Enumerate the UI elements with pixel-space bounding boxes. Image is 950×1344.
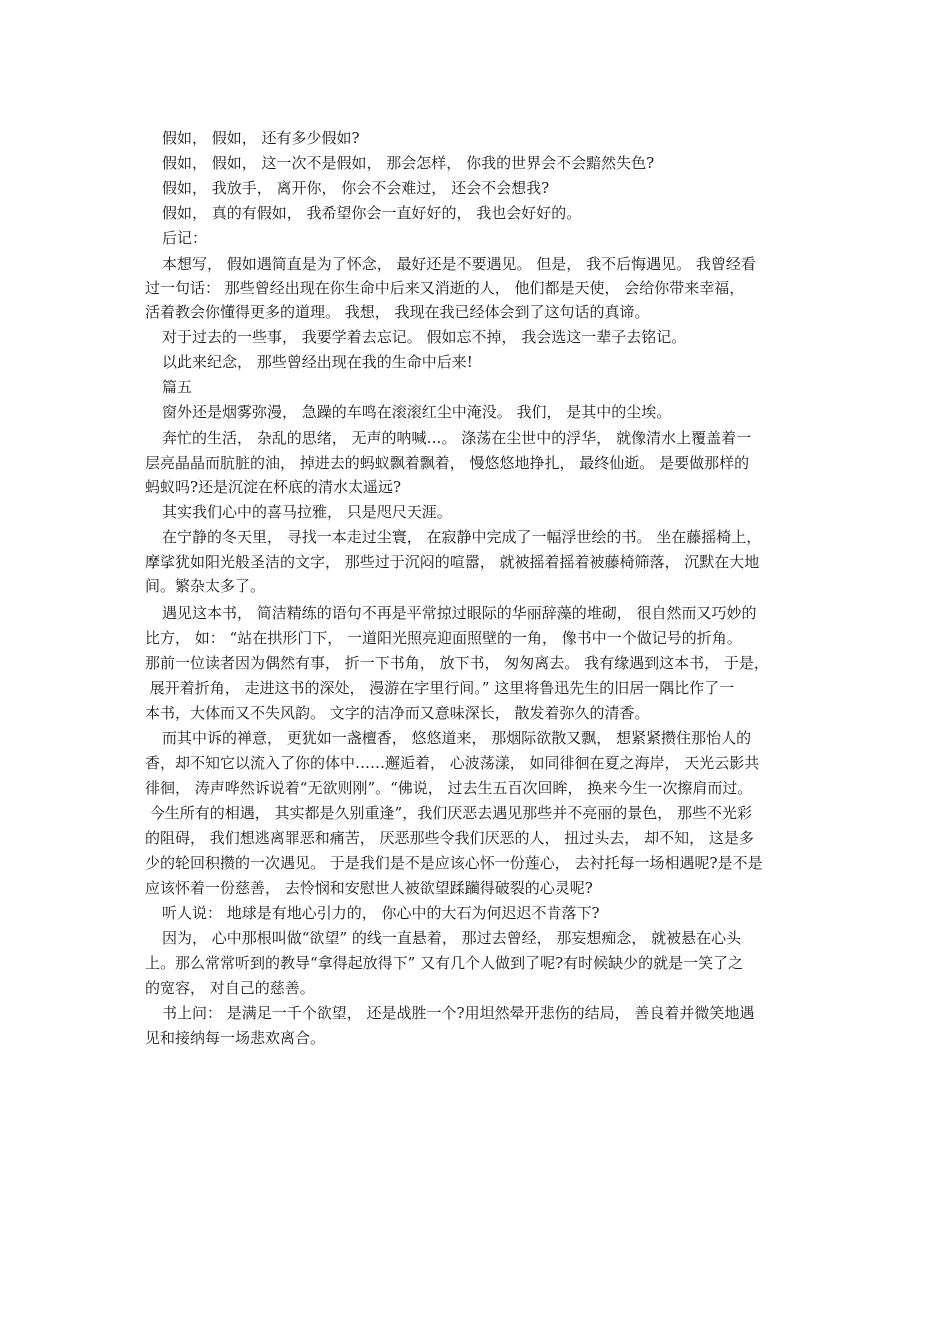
text-line: 以此来纪念， 那些曾经出现在我的生命中后来! bbox=[162, 353, 473, 371]
text-line: 层亮晶晶而肮脏的油， 掉进去的蚂蚁飘着飘着， 慢悠悠地挣扎， 最终仙逝。 是要做那样的 bbox=[145, 454, 750, 472]
text-line: 那前一位读者因为偶然有事， 折一下书角， 放下书， 匆匆离去。 我有缘遇到这本书， 于是， bbox=[145, 654, 769, 672]
text-line: 假如， 我放手， 离开你， 你会不会难过， 还会不会想我? bbox=[162, 179, 550, 197]
text-line: 应该怀着一份慈善， 去怜悯和安慰世人被欲望蹂躏得破裂的心灵呢? bbox=[145, 879, 593, 897]
text-line: 的阻碍， 我们想逃离罪恶和痛苦， 厌恶那些令我们厌恶的人， 扭过头去， 却不知， 这是多 bbox=[145, 829, 754, 847]
text-line: 后记： bbox=[162, 229, 208, 247]
text-line: 活着教会你懂得更多的道理。 我想， 我现在我已经体会到了这句话的真谛。 bbox=[145, 303, 650, 321]
text-line: 假如， 假如， 还有多少假如? bbox=[162, 129, 360, 147]
text-line: 书上问： 是满足一千个欲望， 还是战胜一个?用坦然晕开悲伤的结局， 善良着并微笑地遇 bbox=[162, 1004, 755, 1022]
text-line: 遇见这本书， 简洁精练的语句不再是平常掠过眼际的华丽辞藻的堆砌， 很自然而又巧妙的 bbox=[162, 604, 757, 622]
text-line: 上。那么常常听到的教导“拿得起放得下” 又有几个人做到了呢?有时候缺少的就是一笑了之 bbox=[145, 954, 744, 972]
text-line: 展开着折角， 走进这书的深处， 漫游在字里行间。” 这里将鲁迅先生的旧居一隅比作了一 bbox=[145, 679, 735, 697]
text-line: 假如， 真的有假如， 我希望你会一直好好的， 我也会好好的。 bbox=[162, 204, 582, 222]
text-line: 因为， 心中那根叫做“欲望” 的线一直悬着， 那过去曾经， 那妄想痴念， 就被悬在心头 bbox=[162, 929, 742, 947]
text-line: 在宁静的冬天里， 寻找一本走过尘寰， 在寂静中完成了一幅浮世绘的书。 坐在藤摇椅上， bbox=[162, 528, 762, 546]
text-line: 蚂蚁吗?还是沉淀在杯底的清水太遥远? bbox=[145, 478, 402, 496]
text-line: 比方， 如： “站在拱形门下， 一道阳光照亮迎面照壁的一角， 像书中一个做记号的折角。 bbox=[145, 629, 742, 647]
text-line: 见和接纳每一场悲欢离合。 bbox=[145, 1029, 326, 1047]
text-line: 其实我们心中的喜马拉雅， 只是咫尺天涯。 bbox=[162, 503, 452, 521]
text-line: 而其中诉的禅意， 更犹如一盏檀香， 悠悠道来， 那烟际欲散又飘， 想紧紧攒住那怡人的 bbox=[162, 729, 752, 747]
text-line: 假如， 假如， 这一次不是假如， 那会怎样， 你我的世界会不会黯然失色? bbox=[162, 154, 655, 172]
text-line: 本书，大体而又不失风韵。 文字的洁净而又意味深长， 散发着弥久的清香。 bbox=[145, 704, 650, 722]
text-line: 的宽容， 对自己的慈善。 bbox=[145, 979, 315, 997]
section-heading: 篇五 bbox=[162, 378, 193, 396]
text-line: 香，却不知它以流入了你的体中……邂逅着， 心波荡漾， 如同徘徊在夏之海岸， 天光云影共 bbox=[145, 754, 760, 772]
text-line: 少的轮回积攒的一次遇见。 于是我们是不是应该心怀一份莲心， 去衬托每一场相遇呢?是不是 bbox=[145, 854, 763, 872]
text-line: 今生所有的相遇， 其实都是久别重逢”，我们厌恶去遇见那些并不亮丽的景色， 那些不光彩 bbox=[145, 804, 752, 822]
text-line: 窗外还是烟雾弥漫， 急躁的车鸣在滚滚红尘中淹没。 我们， 是其中的尘埃。 bbox=[162, 403, 672, 421]
text-line: 间。繁杂太多了。 bbox=[145, 577, 266, 595]
text-line: 奔忙的生活， 杂乱的思绪， 无声的呐喊…。 涤荡在尘世中的浮华， 就像清水上覆盖着一 bbox=[162, 429, 752, 447]
text-line: 摩挲犹如阳光般圣洁的文字， 那些过于沉闷的喧嚣， 就被摇着摇着被藤椅筛落， 沉默在大地 bbox=[145, 553, 760, 571]
text-line: 本想写， 假如遇简直是为了怀念， 最好还是不要遇见。 但是， 我不后悔遇见。 我曾经看 bbox=[162, 255, 756, 273]
text-line: 徘徊， 涛声哗然诉说着“无欲则刚”。“佛说， 过去生五百次回眸， 换来今生一次擦肩而过。 bbox=[145, 779, 753, 797]
text-line: 听人说： 地球是有地心引力的， 你心中的大石为何迟迟不肯落下? bbox=[162, 904, 600, 922]
text-line: 过一句话： 那些曾经出现在你生命中后来又消逝的人， 他们都是天使， 会给你带来幸福， bbox=[145, 279, 745, 297]
text-line: 对于过去的一些事， 我要学着去忘记。 假如忘不掉， 我会选这一辈子去铭记。 bbox=[162, 328, 687, 346]
